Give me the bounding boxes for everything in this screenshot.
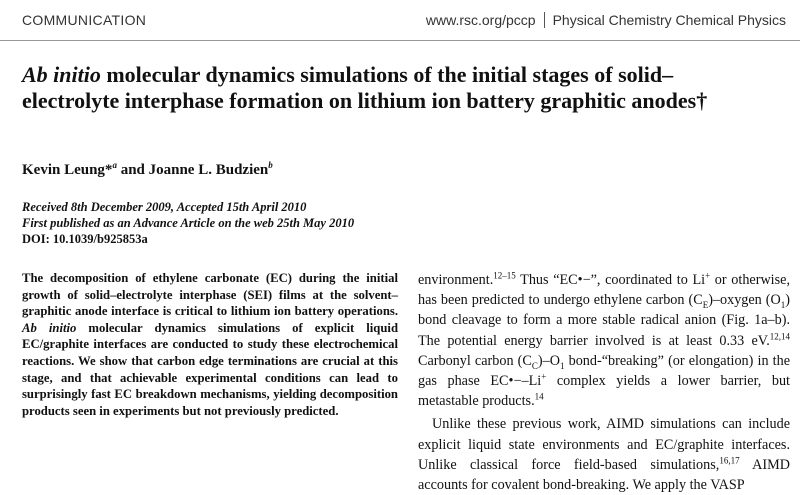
- author-1[interactable]: Kevin Leung*: [22, 162, 113, 178]
- abstract: [22, 270, 398, 419]
- article-title: [22, 62, 722, 114]
- citation-ref[interactable]: 14: [534, 391, 544, 402]
- body-column: [418, 270, 790, 495]
- abstract-italic: Ab initio: [22, 320, 77, 335]
- superscript: +: [705, 270, 711, 281]
- subscript: E: [702, 300, 709, 311]
- author-2-affiliation: b: [268, 160, 273, 170]
- author-line: [22, 162, 273, 179]
- body-text: environment.: [418, 272, 494, 288]
- subscript: C: [531, 360, 538, 371]
- body-text: or otherwise, has been predicted to undergo ethylene carbon (C: [418, 272, 790, 309]
- body-text: AIMD accounts for covalent bond-breaking. We apply the VASP: [418, 456, 790, 494]
- title-text: molecular dynamics simulations of the initial stages of solid–electrolyte interphase formation on lithium ion battery graphitic anodes†: [22, 62, 708, 113]
- first-published-date: First published as an Advance Article on the web 25th May 2010: [22, 216, 355, 230]
- received-date: Received 8th December 2009, Accepted 15th April 2010: [22, 200, 307, 214]
- body-text: ) bond cleavage to form a more stable radical anion (Fig. 1a–b). The potential energy barrier involved is at least 0.33 eV.: [418, 292, 790, 349]
- body-paragraph-1: [418, 270, 790, 411]
- citation-ref[interactable]: 16,17: [719, 455, 740, 466]
- body-text: Carbonyl carbon (C: [418, 352, 532, 369]
- subscript: 1: [780, 300, 786, 311]
- title-italic-part: Ab initio: [22, 62, 101, 87]
- body-text: bond-“breaking” (or elongation) in the gas phase EC•−–Li: [418, 352, 791, 390]
- body-paragraph-2: [418, 414, 790, 495]
- body-text: )–oxygen (O: [708, 292, 781, 309]
- doi-link[interactable]: DOI: 10.1039/b925853a: [22, 232, 148, 246]
- journal-header: [0, 0, 800, 40]
- publication-info: [22, 199, 354, 247]
- superscript: +: [541, 371, 547, 382]
- body-text: Unlike these previous work, AIMD simulations can include explicit liquid state environments and EC/graphite interfaces. Unlike classical force field-based simulations,: [418, 416, 790, 473]
- section-label: COMMUNICATION: [22, 12, 147, 28]
- citation-ref[interactable]: 12–15: [493, 270, 516, 281]
- subscript: 1: [559, 360, 565, 371]
- abstract-text-2: molecular dynamics simulations of explicit liquid EC/graphite interfaces are conducted to study these electrochemical reactions. We show that carbon edge terminations are crucial at this stage, and that achievable experimental conditions can lead to surprisingly fast EC breakdown mechanisms, yielding decomposition products seen in experiments but not previously predicted.: [22, 320, 399, 418]
- body-text: )–O: [537, 352, 560, 369]
- citation-ref[interactable]: 12,14: [769, 330, 790, 341]
- abstract-text-1: The decomposition of ethylene carbonate (EC) during the initial growth of solid–electrolyte interphase (SEI) films at the solvent–graphitic anode interface is critical to lithium ion battery operations.: [22, 271, 398, 319]
- header-rule: [0, 40, 800, 41]
- journal-url-link[interactable]: www.rsc.org/pccp: [425, 12, 536, 28]
- journal-info: [426, 12, 786, 28]
- body-text: complex yields a lower barrier, but metastable products.: [418, 373, 790, 410]
- body-text: Thus “EC•−”, coordinated to Li: [515, 272, 706, 288]
- header-divider: [544, 12, 545, 28]
- author-1-affiliation: a: [112, 160, 117, 170]
- author-2[interactable]: and Joanne L. Budzien: [116, 162, 269, 178]
- journal-name: Physical Chemistry Chemical Physics: [552, 12, 786, 28]
